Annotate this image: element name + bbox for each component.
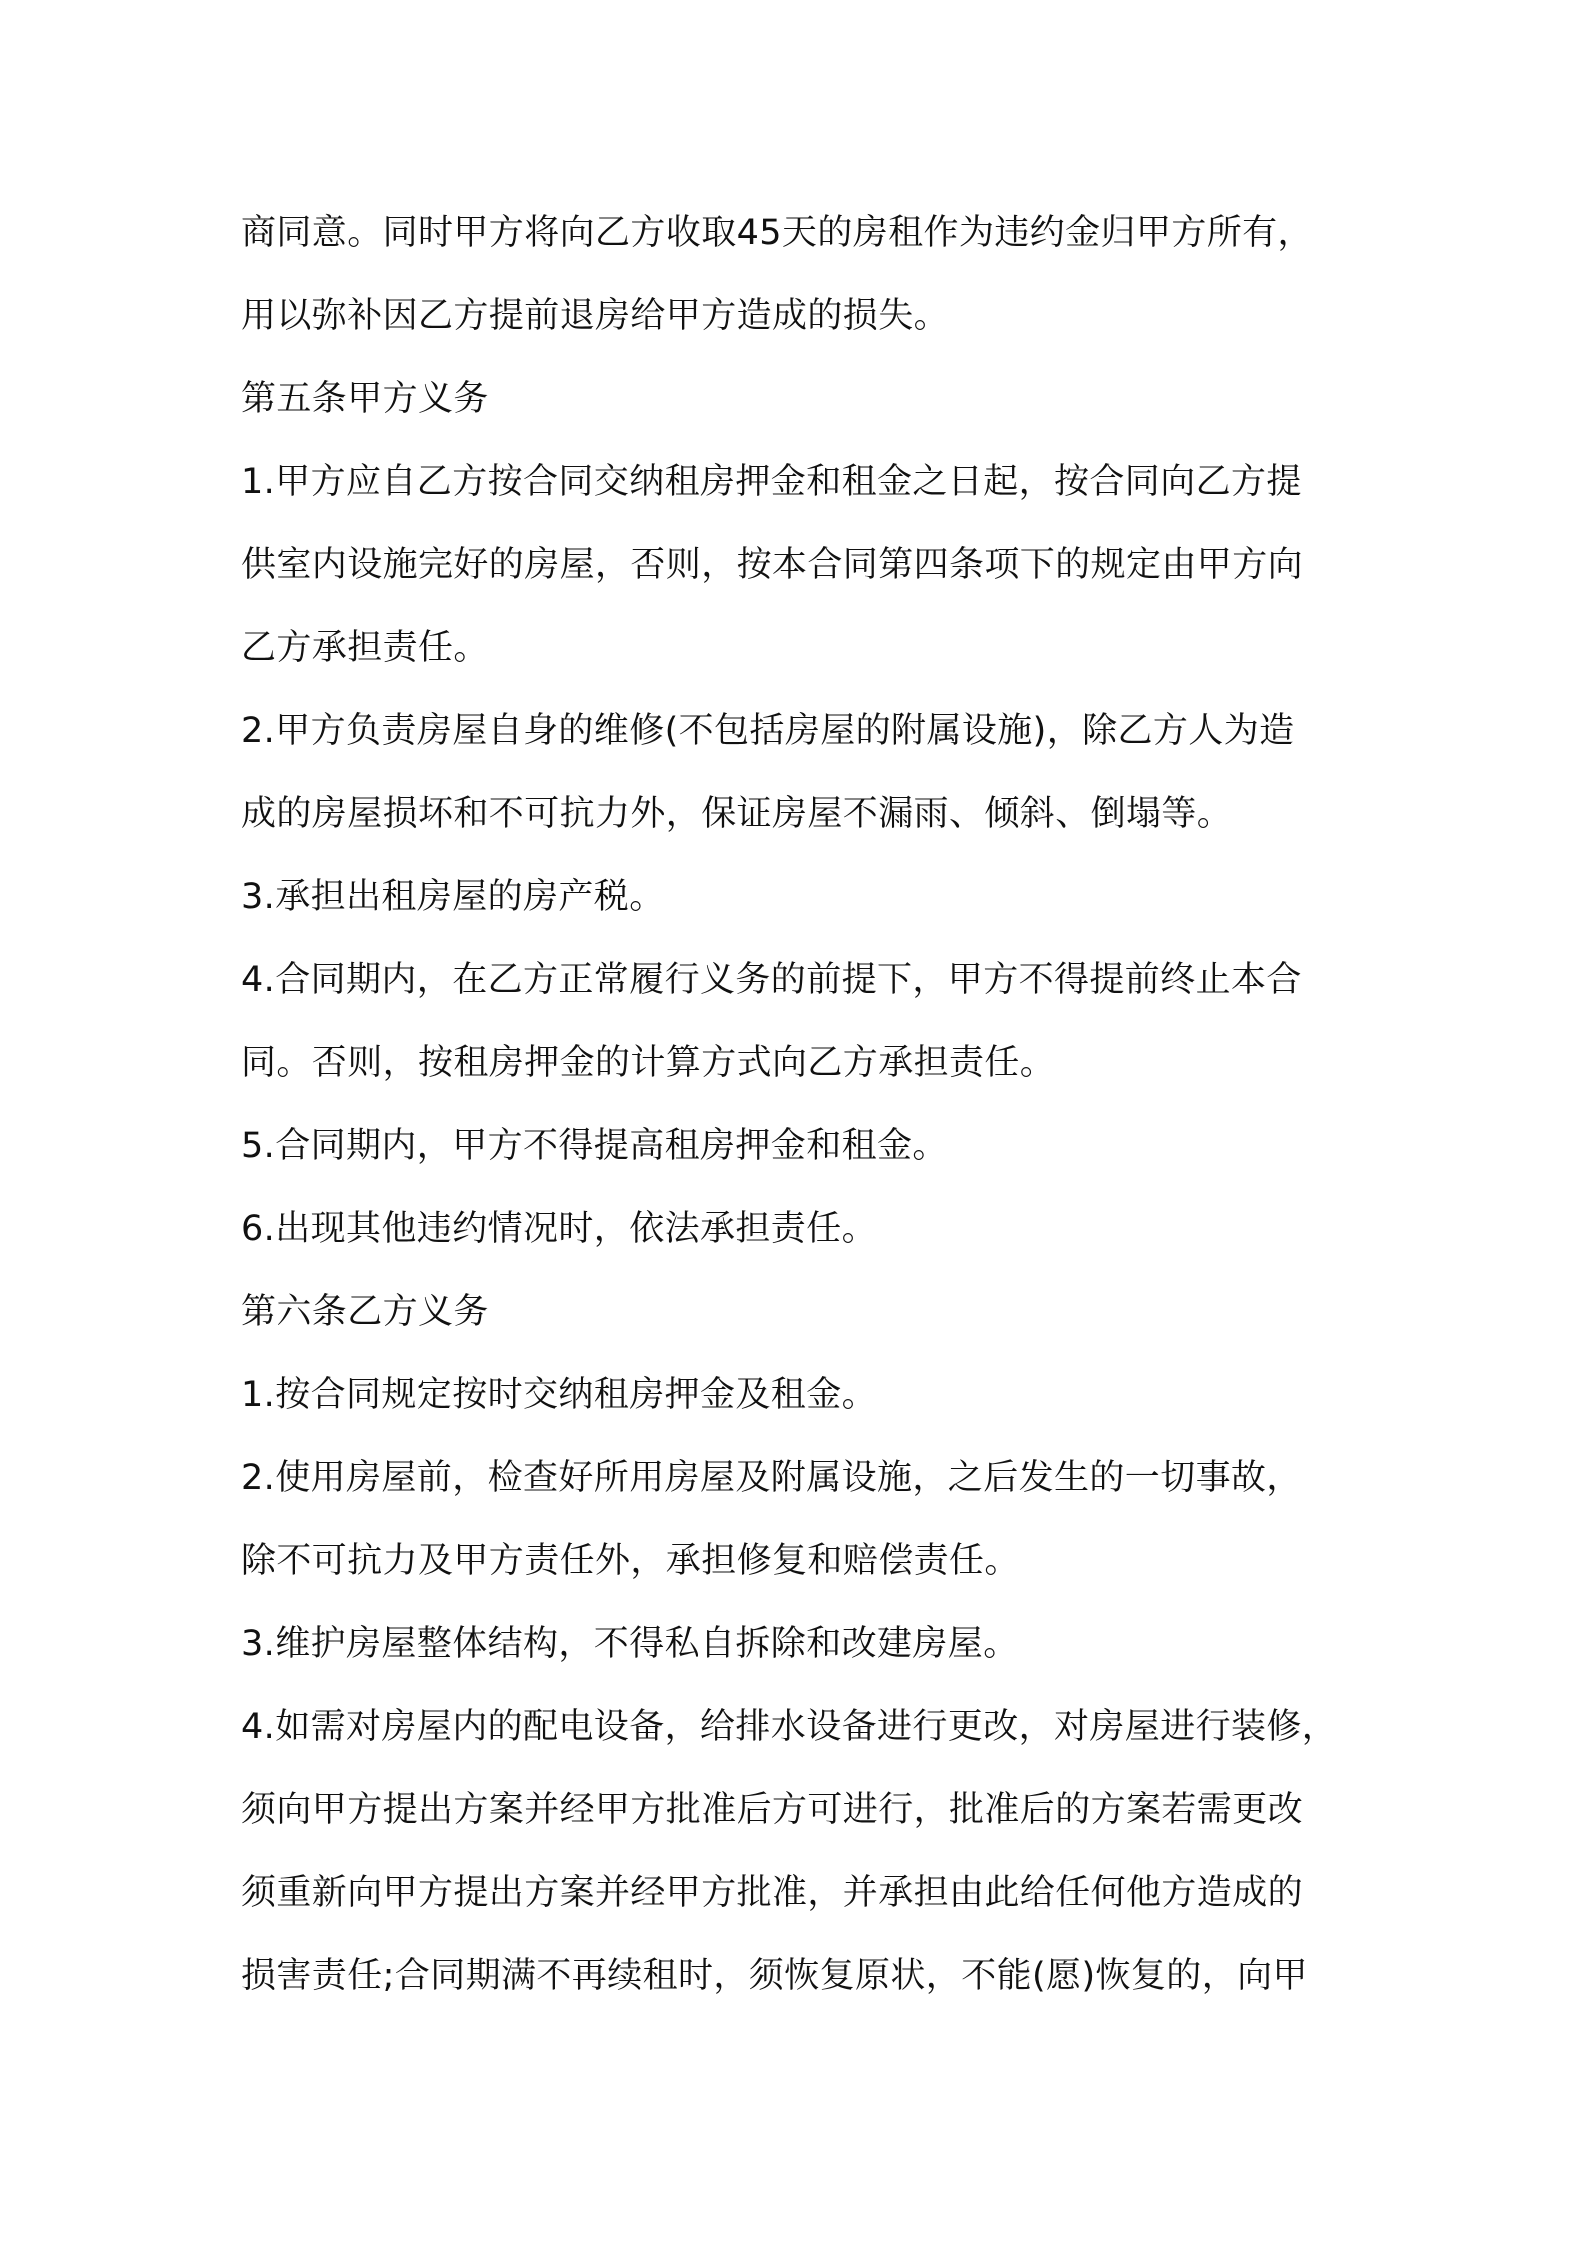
text-line: 2.使用房屋前，检查好所用房屋及附属设施，之后发生的一切事故， (241, 1458, 1302, 1498)
text-line: 除不可抗力及甲方责任外，承担修复和赔偿责任。 (241, 1541, 1020, 1581)
text-line: 3.承担出租房屋的房产税。 (241, 877, 665, 917)
text-line: 5.合同期内，甲方不得提高租房押金和租金。 (241, 1126, 948, 1166)
section-heading: 第六条乙方义务 (241, 1292, 489, 1332)
text-line: 须向甲方提出方案并经甲方批准后方可进行，批准后的方案若需更改 (241, 1790, 1304, 1830)
text-line: 4.如需对房屋内的配电设备，给排水设备进行更改，对房屋进行装修， (241, 1707, 1338, 1747)
text-line: 2.甲方负责房屋自身的维修(不包括房屋的附属设施)，除乙方人为造 (241, 711, 1295, 751)
text-line: 商同意。同时甲方将向乙方收取45天的房租作为违约金归甲方所有， (241, 213, 1313, 253)
text-line: 1.甲方应自乙方按合同交纳租房押金和租金之日起，按合同向乙方提 (241, 462, 1302, 502)
section-heading: 第五条甲方义务 (241, 379, 489, 419)
text-line: 乙方承担责任。 (241, 628, 489, 668)
document-body (241, 192, 1361, 2018)
text-line: 用以弥补因乙方提前退房给甲方造成的损失。 (241, 296, 950, 336)
text-line: 成的房屋损坏和不可抗力外，保证房屋不漏雨、倾斜、倒塌等。 (241, 794, 1233, 834)
text-line: 供室内设施完好的房屋，否则，按本合同第四条项下的规定由甲方向 (241, 545, 1304, 585)
text-line: 3.维护房屋整体结构，不得私自拆除和改建房屋。 (241, 1624, 1019, 1664)
text-line: 同。否则，按租房押金的计算方式向乙方承担责任。 (241, 1043, 1056, 1083)
text-line: 6.出现其他违约情况时，依法承担责任。 (241, 1209, 877, 1249)
text-line: 4.合同期内，在乙方正常履行义务的前提下，甲方不得提前终止本合 (241, 960, 1302, 1000)
text-line: 损害责任;合同期满不再续租时，须恢复原状，不能(愿)恢复的，向甲 (241, 1956, 1308, 1996)
text-line: 1.按合同规定按时交纳租房押金及租金。 (241, 1375, 877, 1415)
text-line: 须重新向甲方提出方案并经甲方批准，并承担由此给任何他方造成的 (241, 1873, 1304, 1913)
